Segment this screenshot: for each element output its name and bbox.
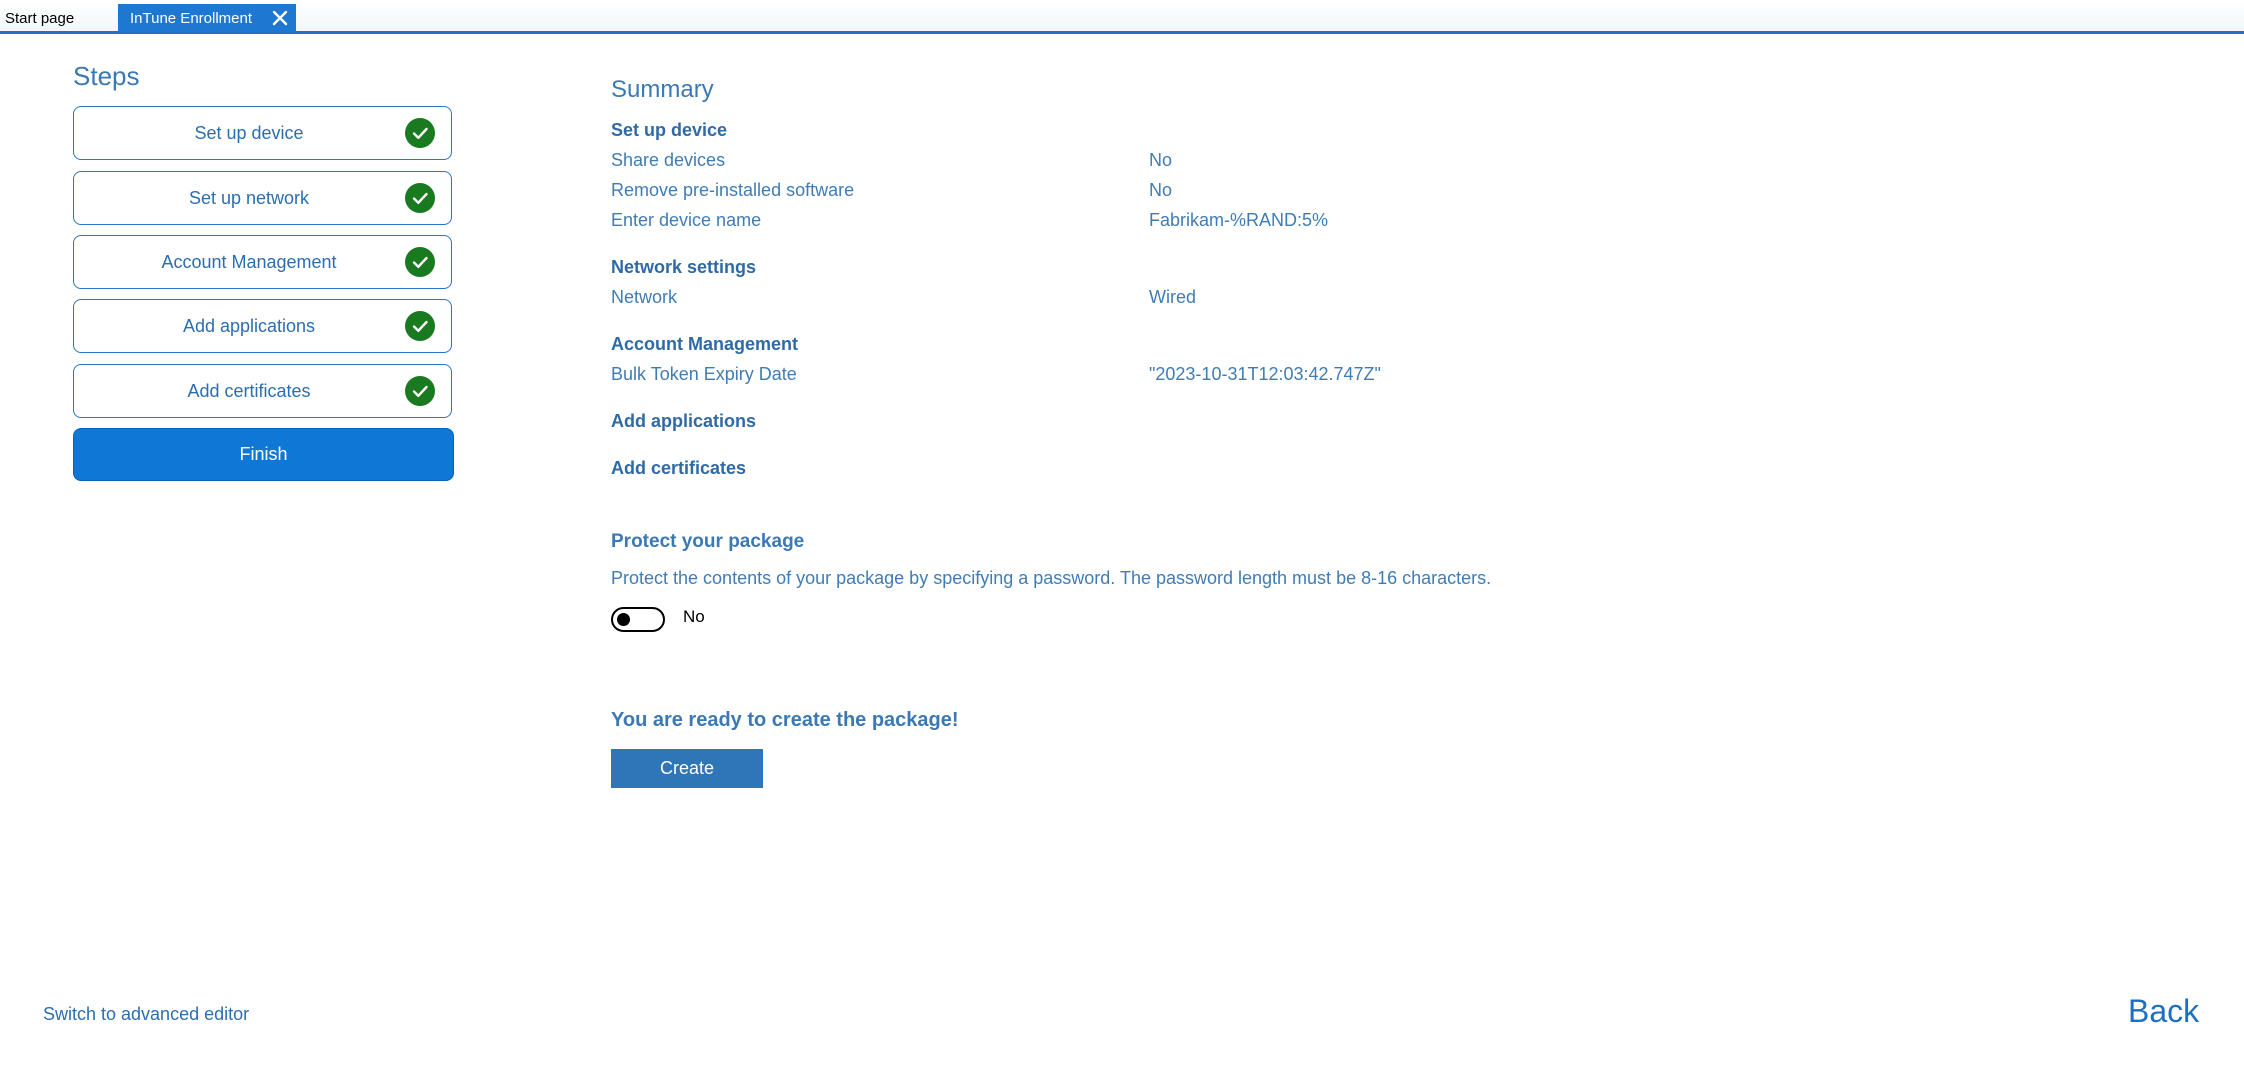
tab-bar: [0, 0, 2244, 34]
checkmark-icon: [405, 118, 435, 148]
ready-message: You are ready to create the package!: [611, 709, 959, 731]
section-heading-add-applications: Add applications: [611, 411, 757, 431]
checkmark-icon: [405, 376, 435, 406]
section-heading-add-certificates: Add certificates: [611, 458, 747, 478]
row-label-share-devices: Share devices: [611, 150, 726, 170]
row-label-remove-preinstalled: Remove pre-installed software: [611, 180, 855, 200]
protect-package-title: Protect your package: [611, 531, 805, 552]
tab-label: InTune Enrollment: [130, 10, 253, 27]
checkmark-icon: [405, 247, 435, 277]
step-account-management[interactable]: [73, 235, 452, 289]
step-add-certificates[interactable]: [73, 364, 452, 418]
tab-intune-enrollment[interactable]: [118, 4, 296, 32]
back-button[interactable]: Back: [2128, 993, 2200, 1029]
section-heading-set-up-device: Set up device: [611, 120, 728, 140]
protect-package-description: Protect the contents of your package by specifying a password. The password length must be 8-16 characters.: [611, 568, 1492, 588]
finish-button[interactable]: Finish: [73, 428, 454, 481]
row-value-device-name: Fabrikam-%RAND:5%: [1149, 210, 1329, 230]
steps-title: Steps: [73, 61, 140, 91]
checkmark-icon: [405, 311, 435, 341]
step-label: Add certificates: [187, 381, 311, 401]
summary-title: Summary: [611, 76, 714, 103]
section-heading-network-settings: Network settings: [611, 257, 757, 277]
row-value-bulk-token-expiry: "2023-10-31T12:03:42.747Z": [1149, 364, 1381, 384]
row-value-remove-preinstalled: No: [1149, 180, 1173, 200]
row-label-device-name: Enter device name: [611, 210, 762, 230]
step-label: Set up network: [188, 188, 310, 208]
checkmark-icon: [405, 183, 435, 213]
toggle-state-label: No: [683, 607, 705, 626]
step-label: Add applications: [182, 316, 316, 336]
row-value-share-devices: No: [1149, 150, 1173, 170]
create-button[interactable]: Create: [611, 749, 763, 788]
section-heading-account-management: Account Management: [611, 334, 799, 354]
row-value-network: Wired: [1149, 287, 1197, 307]
row-label-bulk-token-expiry: Bulk Token Expiry Date: [611, 364, 797, 384]
switch-advanced-editor-link[interactable]: Switch to advanced editor: [43, 1004, 250, 1024]
step-add-applications[interactable]: [73, 299, 452, 353]
close-icon[interactable]: [268, 6, 292, 30]
password-protect-toggle[interactable]: [611, 607, 665, 632]
tab-start-page[interactable]: Start page: [5, 10, 75, 27]
step-label: Set up device: [194, 123, 304, 143]
step-label: Account Management: [161, 252, 337, 272]
step-set-up-device[interactable]: [73, 106, 452, 160]
step-set-up-network[interactable]: [73, 171, 452, 225]
row-label-network: Network: [611, 287, 678, 307]
toggle-knob: [617, 613, 630, 626]
